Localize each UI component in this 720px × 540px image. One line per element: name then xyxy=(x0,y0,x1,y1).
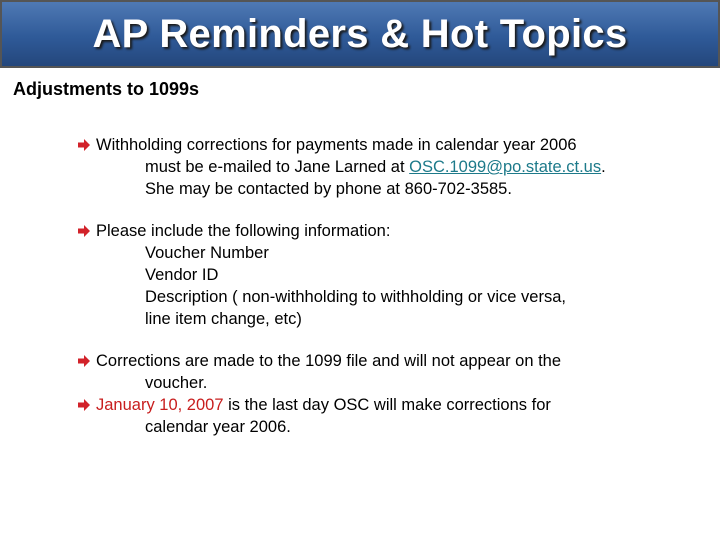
bullet-include-info xyxy=(78,220,698,330)
email-link[interactable]: OSC.1099@po.state.ct.us xyxy=(409,158,602,176)
list-item: Voucher Number xyxy=(145,244,269,262)
bullet-line: voucher. xyxy=(145,374,208,392)
title-banner xyxy=(0,0,720,68)
bullet-text: . xyxy=(601,158,606,176)
bullet-line xyxy=(96,394,698,416)
page-title: AP Reminders & Hot Topics xyxy=(92,12,628,56)
bullet-line: Corrections are made to the 1099 file and will not appear on the xyxy=(96,352,562,370)
list-item: Vendor ID xyxy=(145,266,219,284)
bullet-list xyxy=(78,134,698,438)
bullet-line: Withholding corrections for payments made in calendar year 2006 xyxy=(96,136,577,154)
arrow-bullet-icon xyxy=(78,225,90,237)
bullet-text: is the last day OSC will make corrections for xyxy=(223,396,551,414)
section-subtitle: Adjustments to 1099s xyxy=(13,79,200,99)
bullet-corrections xyxy=(78,350,698,394)
list-item: Description ( non-withholding to withholding or vice versa, xyxy=(145,288,566,306)
arrow-bullet-icon xyxy=(78,139,90,151)
deadline-date: January 10, 2007 xyxy=(96,396,224,414)
arrow-bullet-icon xyxy=(78,399,90,411)
bullet-line: She may be contacted by phone at 860-702-3585. xyxy=(145,180,512,198)
arrow-bullet-icon xyxy=(78,355,90,367)
bullet-line: Please include the following information: xyxy=(96,222,391,240)
bullet-withholding xyxy=(78,134,698,200)
bullet-line xyxy=(96,156,698,178)
bullet-text: must be e-mailed to Jane Larned at xyxy=(145,158,410,176)
bullet-line: calendar year 2006. xyxy=(145,418,291,436)
list-item: line item change, etc) xyxy=(145,310,302,328)
bullet-deadline xyxy=(78,394,698,438)
